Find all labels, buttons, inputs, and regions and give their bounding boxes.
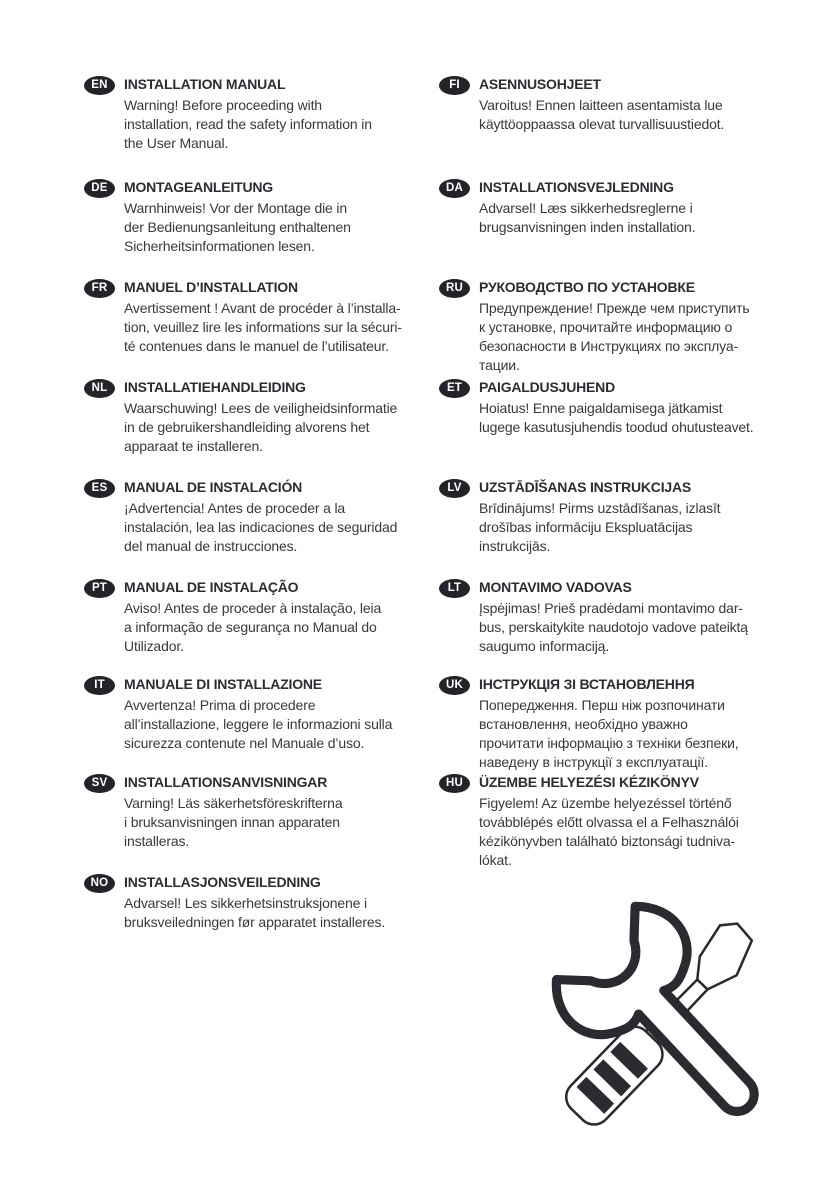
language-section-en bbox=[84, 74, 440, 153]
language-section-hu bbox=[439, 772, 795, 870]
language-section-lv bbox=[439, 477, 795, 556]
language-badge: SV bbox=[84, 774, 115, 793]
badge-cell bbox=[84, 377, 124, 398]
badge-cell bbox=[84, 772, 124, 793]
section-text bbox=[479, 277, 795, 375]
badge-cell bbox=[84, 674, 124, 695]
section-title: MANUAL DE INSTALACIÓN bbox=[124, 479, 303, 495]
language-badge: LT bbox=[439, 579, 470, 598]
language-section-et bbox=[439, 377, 795, 437]
section-title: INSTALLATIONSANVISNINGAR bbox=[124, 774, 328, 790]
section-text bbox=[124, 872, 440, 932]
section-body: Warning! Before proceeding with installation, read the safety information in the User Manual. bbox=[124, 97, 372, 151]
badge-cell bbox=[439, 772, 479, 793]
badge-cell bbox=[439, 277, 479, 298]
section-text bbox=[479, 177, 795, 237]
section-text bbox=[124, 477, 440, 556]
language-badge: IT bbox=[84, 676, 115, 695]
section-text bbox=[124, 577, 440, 656]
section-title: MONTAGEANLEITUNG bbox=[124, 179, 273, 195]
badge-cell bbox=[439, 577, 479, 598]
section-body: Įspėjimas! Prieš pradėdami montavimo dar- bus, perskaitykite naudotojo vadove pateiktą saugumo informaciją. bbox=[479, 600, 748, 654]
section-text bbox=[124, 674, 440, 753]
section-title: РУКОВОДСТВО ПО УСТАНОВКЕ bbox=[479, 279, 695, 295]
section-title: MONTAVIMO VADOVAS bbox=[479, 579, 632, 595]
language-section-uk bbox=[439, 674, 795, 772]
section-title: INSTALLASJONSVEILEDNING bbox=[124, 874, 321, 890]
section-title: INSTALLATIEHANDLEIDING bbox=[124, 379, 306, 395]
section-body: Avvertenza! Prima di procedere all’installazione, leggere le informazioni sulla sicurezza contenute nel Manuale d’uso. bbox=[124, 697, 393, 751]
section-body: Aviso! Antes de proceder à instalação, leia a informação de segurança no Manual do Utilizador. bbox=[124, 600, 382, 654]
section-body: Попередження. Перш ніж розпочинати встановлення, необхідно уважно прочитати інформацію з техніки безпеки, наведену в інструкції з експлуатації. bbox=[479, 697, 739, 770]
section-text bbox=[124, 772, 440, 851]
section-body: Varning! Läs säkerhetsföreskrifterna i bruksanvisningen innan apparaten installeras. bbox=[124, 795, 343, 849]
badge-cell bbox=[439, 177, 479, 198]
badge-cell bbox=[84, 872, 124, 893]
language-section-fi bbox=[439, 74, 795, 134]
section-title: UZSTĀDĪŠANAS INSTRUKCIJAS bbox=[479, 479, 692, 495]
section-title: MANUEL D’INSTALLATION bbox=[124, 279, 298, 295]
language-section-nl bbox=[84, 377, 440, 456]
section-text bbox=[479, 577, 795, 656]
language-section-es bbox=[84, 477, 440, 556]
language-section-sv bbox=[84, 772, 440, 851]
section-text bbox=[479, 377, 795, 437]
section-body: Varoitus! Ennen laitteen asentamista lue käyttöoppaassa olevat turvallisuustiedot. bbox=[479, 97, 725, 132]
section-body: Brīdinājums! Pirms uzstādīšanas, izlasīt drošības informāciju Ekspluatācijas instrukcijās. bbox=[479, 500, 721, 554]
section-title: MANUAL DE INSTALAÇÃO bbox=[124, 579, 299, 595]
section-body: Advarsel! Les sikkerhetsinstruksjonene i bruksveiledningen før apparatet installeres. bbox=[124, 895, 386, 930]
language-section-da bbox=[439, 177, 795, 237]
section-body: Warnhinweis! Vor der Montage die in der Bedienungsanleitung enthaltenen Sicherheitsinformationen lesen. bbox=[124, 200, 351, 254]
language-section-lt bbox=[439, 577, 795, 656]
section-body: Figyelem! Az üzembe helyezéssel történő továbblépés előtt olvassa el a Felhasználói kézikönyvben található biztonsági tudniva- lókat. bbox=[479, 795, 739, 868]
section-body: Avertissement ! Avant de procéder à l’installa- tion, veuillez lire les informations sur la sécuri- té contenues dans le manuel de l’utilisateur. bbox=[124, 300, 402, 354]
language-badge: UK bbox=[439, 676, 470, 695]
section-title: ÜZEMBE HELYEZÉSI KÉZIKÖNYV bbox=[479, 774, 699, 790]
badge-cell bbox=[84, 74, 124, 95]
section-text bbox=[479, 477, 795, 556]
section-body: ¡Advertencia! Antes de proceder a la instalación, lea las indicaciones de seguridad del manual de instrucciones. bbox=[124, 500, 398, 554]
section-text bbox=[124, 177, 440, 256]
language-badge: NL bbox=[84, 379, 115, 398]
language-badge: HU bbox=[439, 774, 470, 793]
section-body: Hoiatus! Enne paigaldamisega jätkamist lugege kasutusjuhendis toodud ohutusteavet. bbox=[479, 400, 754, 435]
section-title: ІНСТРУКЦІЯ ЗІ ВСТАНОВЛЕННЯ bbox=[479, 676, 695, 692]
language-badge: NO bbox=[84, 874, 115, 893]
section-title: PAIGALDUSJUHEND bbox=[479, 379, 615, 395]
section-text bbox=[124, 277, 440, 356]
wrench-and-screwdriver-icon bbox=[528, 876, 812, 1160]
badge-cell bbox=[439, 74, 479, 95]
badge-cell bbox=[84, 277, 124, 298]
language-section-no bbox=[84, 872, 440, 932]
language-badge: DA bbox=[439, 179, 470, 198]
badge-cell bbox=[439, 674, 479, 695]
section-text bbox=[479, 772, 795, 870]
section-text bbox=[479, 674, 795, 772]
language-badge: FI bbox=[439, 76, 470, 95]
section-title: INSTALLATIONSVEJLEDNING bbox=[479, 179, 674, 195]
section-text bbox=[479, 74, 795, 134]
section-body: Waarschuwing! Lees de veiligheidsinformatie in de gebruikershandleiding alvorens het apparaat te installeren. bbox=[124, 400, 398, 454]
section-text bbox=[124, 74, 440, 153]
language-badge: PT bbox=[84, 579, 115, 598]
language-badge: FR bbox=[84, 279, 115, 298]
language-badge: ET bbox=[439, 379, 470, 398]
section-title: MANUALE DI INSTALLAZIONE bbox=[124, 676, 322, 692]
badge-cell bbox=[84, 477, 124, 498]
language-badge: EN bbox=[84, 76, 115, 95]
language-section-fr bbox=[84, 277, 440, 356]
section-title: ASENNUSOHJEET bbox=[479, 76, 601, 92]
badge-cell bbox=[439, 377, 479, 398]
language-badge: RU bbox=[439, 279, 470, 298]
badge-cell bbox=[84, 577, 124, 598]
language-section-ru bbox=[439, 277, 795, 375]
language-badge: DE bbox=[84, 179, 115, 198]
badge-cell bbox=[439, 477, 479, 498]
section-body: Advarsel! Læs sikkerhedsreglerne i brugsanvisningen inden installation. bbox=[479, 200, 696, 235]
section-text bbox=[124, 377, 440, 456]
language-section-it bbox=[84, 674, 440, 753]
section-title: INSTALLATION MANUAL bbox=[124, 76, 286, 92]
language-badge: LV bbox=[439, 479, 470, 498]
section-body: Предупреждение! Прежде чем приступить к установке, прочитайте информацию о безопасности в Инструкциях по эксплуа- тации. bbox=[479, 300, 750, 373]
badge-cell bbox=[84, 177, 124, 198]
language-section-de bbox=[84, 177, 440, 256]
language-section-pt bbox=[84, 577, 440, 656]
language-badge: ES bbox=[84, 479, 115, 498]
